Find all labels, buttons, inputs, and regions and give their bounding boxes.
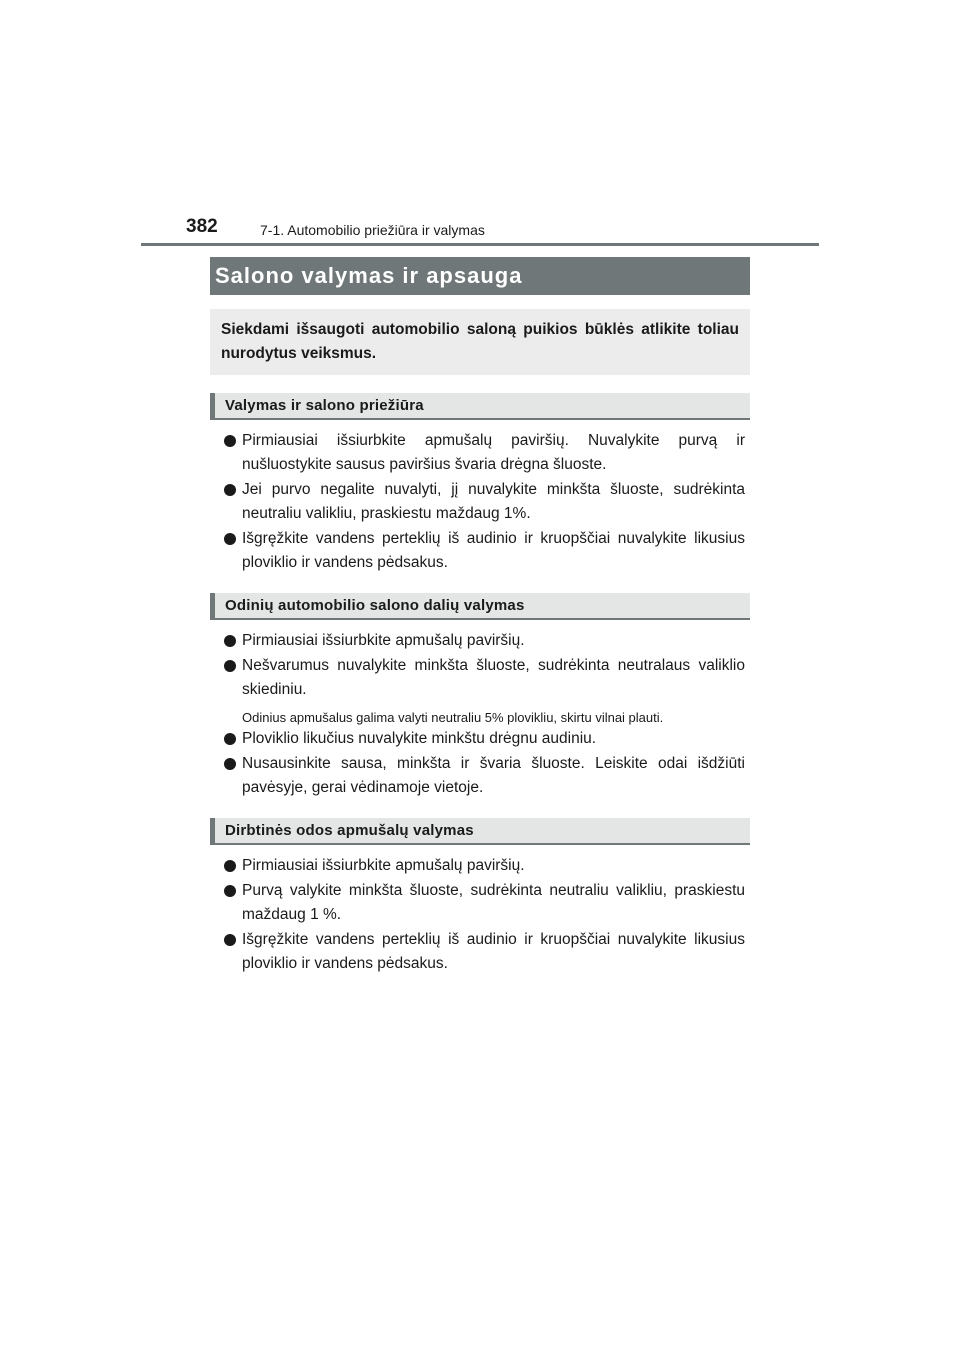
section-heading-synthetic-leather: Dirbtinės odos apmušalų valymas bbox=[210, 818, 750, 845]
list-item bbox=[210, 752, 750, 800]
list-item bbox=[210, 928, 750, 976]
bullet-list-cleaning bbox=[210, 429, 750, 575]
list-item-text: Pirmiausiai išsiurbkite apmušalų paviršių. bbox=[242, 857, 525, 874]
bullet-list-leather bbox=[210, 629, 750, 800]
list-item bbox=[210, 527, 750, 575]
section-heading-cleaning: Valymas ir salono priežiūra bbox=[210, 393, 750, 420]
list-item-text: Nešvarumus nuvalykite minkšta šluoste, sudrėkinta neutralaus valiklio skiediniu. bbox=[242, 657, 745, 698]
bullet-dot-icon bbox=[224, 934, 236, 946]
list-item bbox=[210, 478, 750, 526]
list-item-text: Nusausinkite sausa, minkšta ir švaria šluoste. Leiskite odai išdžiūti pavėsyje, gerai vėdinamoje vietoje. bbox=[242, 755, 745, 796]
bullet-dot-icon bbox=[224, 860, 236, 872]
list-item-text: Pirmiausiai išsiurbkite apmušalų paviršių. bbox=[242, 632, 525, 649]
page-title: Salono valymas ir apsauga bbox=[210, 257, 750, 295]
bullet-dot-icon bbox=[224, 435, 236, 447]
list-item bbox=[210, 879, 750, 927]
bullet-dot-icon bbox=[224, 533, 236, 545]
bullet-dot-icon bbox=[224, 758, 236, 770]
list-item-text: Išgręžkite vandens perteklių iš audinio ir kruopščiai nuvalykite likusius ploviklio ir vandens pėdsakus. bbox=[242, 530, 745, 571]
main-content bbox=[210, 257, 750, 977]
list-item bbox=[210, 654, 750, 702]
list-item bbox=[210, 629, 750, 653]
list-item-text: Ploviklio likučius nuvalykite minkštu drėgnu audiniu. bbox=[242, 730, 597, 747]
bullet-dot-icon bbox=[224, 885, 236, 897]
header-rule bbox=[141, 243, 819, 246]
list-item bbox=[210, 429, 750, 477]
bullet-dot-icon bbox=[224, 733, 236, 745]
list-item-text: Purvą valykite minkšta šluoste, sudrėkinta neutraliu valikliu, praskiestu maždaug 1 %. bbox=[242, 882, 745, 923]
list-item-text: Pirmiausiai išsiurbkite apmušalų paviršių. Nuvalykite purvą ir nušluostykite sausus paviršius švaria drėgna šluoste. bbox=[242, 432, 745, 473]
chapter-header: 7-1. Automobilio priežiūra ir valymas bbox=[260, 222, 485, 238]
page-number: 382 bbox=[186, 216, 218, 237]
list-item bbox=[210, 854, 750, 878]
bullet-dot-icon bbox=[224, 484, 236, 496]
intro-box: Siekdami išsaugoti automobilio saloną puikios būklės atlikite toliau nurodytus veiksmus. bbox=[210, 309, 750, 375]
bullet-list-synthetic-leather bbox=[210, 854, 750, 976]
leather-note: Odinius apmušalus galima valyti neutraliu 5% plovikliu, skirtu vilnai plauti. bbox=[242, 710, 664, 725]
bullet-dot-icon bbox=[224, 635, 236, 647]
bullet-dot-icon bbox=[224, 660, 236, 672]
list-item-text: Išgręžkite vandens perteklių iš audinio ir kruopščiai nuvalykite likusius ploviklio ir vandens pėdsakus. bbox=[242, 931, 745, 972]
section-heading-leather: Odinių automobilio salono dalių valymas bbox=[210, 593, 750, 620]
list-item-text: Jei purvo negalite nuvalyti, jį nuvalykite minkšta šluoste, sudrėkinta neutraliu valikliu, praskiestu maždaug 1%. bbox=[242, 481, 745, 522]
list-item bbox=[210, 727, 750, 751]
